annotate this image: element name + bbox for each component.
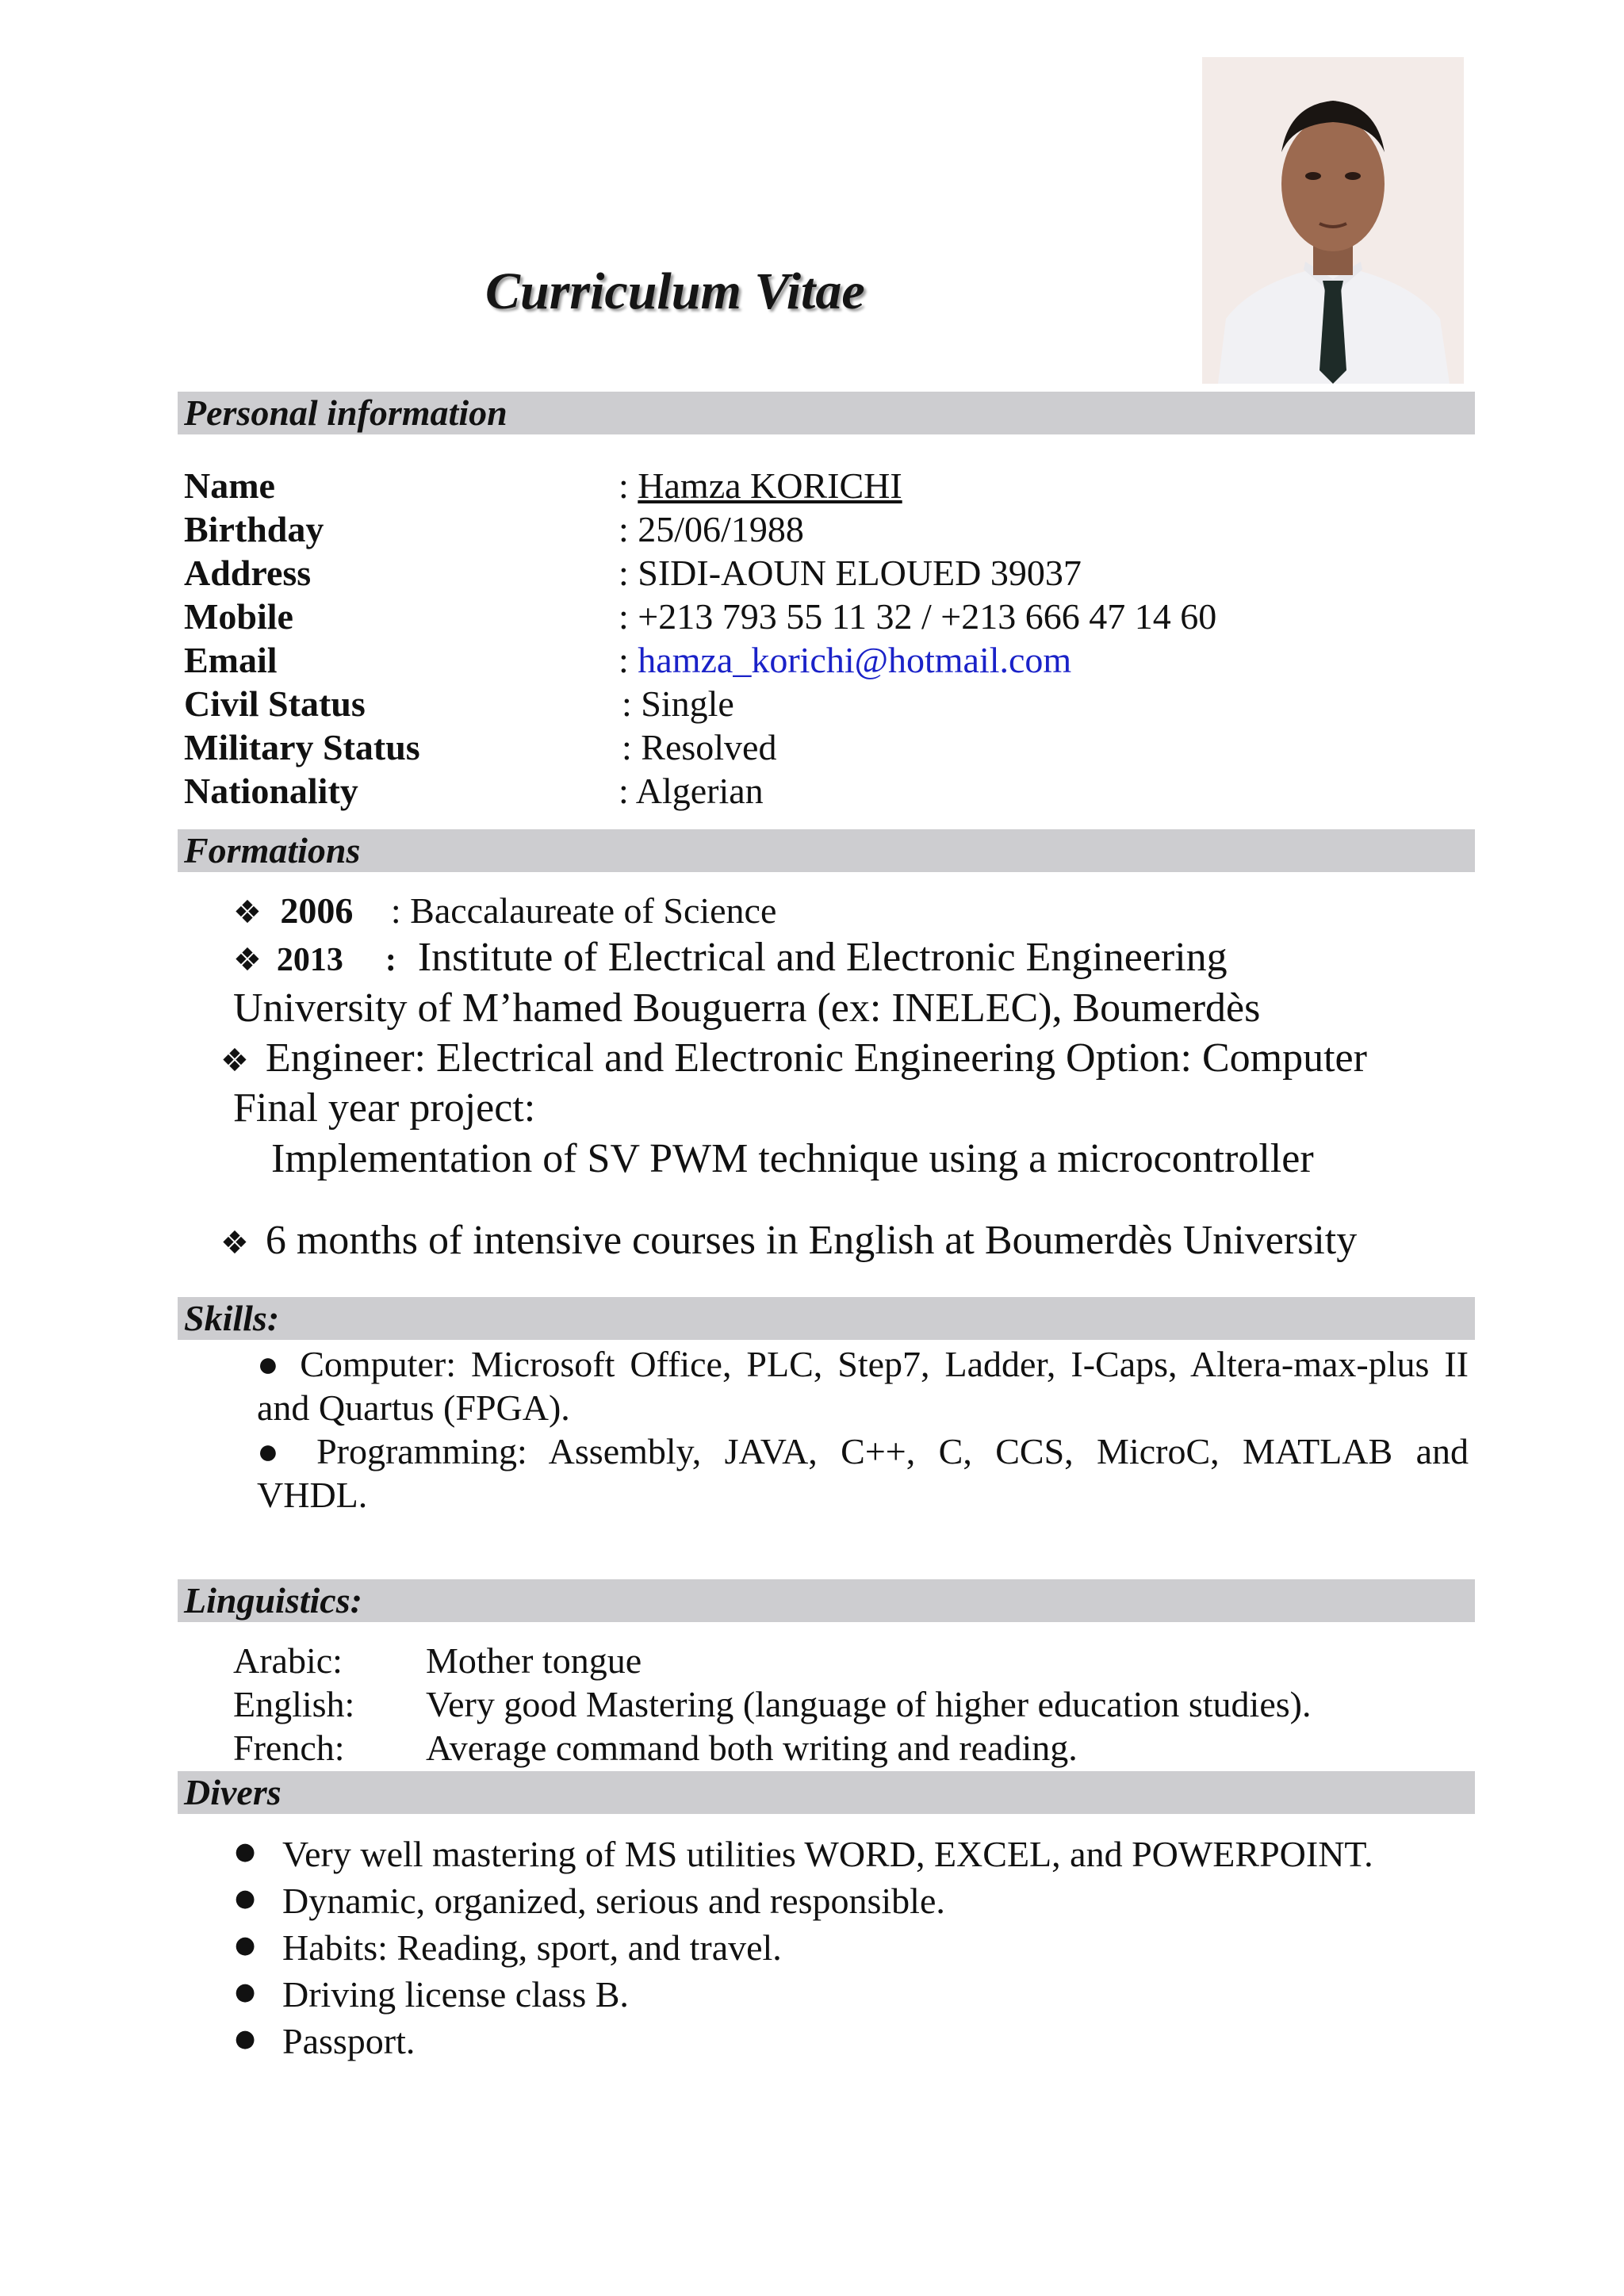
name-text: Hamza KORICHI	[638, 465, 902, 506]
value-name: : Hamza KORICHI	[619, 465, 902, 506]
value-birthday: : 25/06/1988	[619, 509, 804, 549]
diamond-bullet-icon: ❖	[220, 1225, 249, 1261]
formation-item-english-courses: ❖ 6 months of intensive courses in English at Boumerdès University	[220, 1218, 1358, 1263]
skill-computer-line2: and Quartus (FPGA).	[257, 1387, 570, 1428]
language-french-level: Average command both writing and reading.	[426, 1728, 1078, 1768]
skill-programming-line2: VHDL.	[257, 1475, 368, 1515]
value-military-status: : Resolved	[622, 727, 777, 767]
formation-item-2006: ❖ 2006 : Baccalaureate of Science	[233, 890, 777, 931]
divers-item-passport: ● Passport.	[235, 2021, 416, 2061]
divers-item-personality: ● Dynamic, organized, serious and responsible.	[235, 1881, 945, 1921]
section-header-skills: Skills:	[178, 1297, 1475, 1340]
skill-programming-line1: ● Programming: Assembly, JAVA, C++, C, CCS, MicroC, MATLAB and	[257, 1431, 1469, 1471]
diamond-bullet-icon: ❖	[220, 1043, 249, 1079]
value-email: : hamza_korichi@hotmail.com	[619, 640, 1072, 680]
value-address: : SIDI-AOUN ELOUED 39037	[619, 553, 1082, 593]
diamond-bullet-icon: ❖	[233, 942, 262, 978]
diamond-bullet-icon: ❖	[233, 894, 262, 931]
formation-project-title: Implementation of SV PWM technique using a microcontroller	[271, 1136, 1314, 1181]
formation-project-label: Final year project:	[233, 1085, 536, 1131]
bullet-icon: ●	[235, 1978, 256, 2006]
divers-item-ms-utilities: ● Very well mastering of MS utilities WORD, EXCEL, and POWERPOINT.	[235, 1834, 1373, 1874]
email-link[interactable]: hamza_korichi@hotmail.com	[638, 640, 1072, 680]
bullet-icon: ●	[235, 1838, 256, 1866]
label-civil-status: Civil Status	[184, 683, 366, 724]
document-title: Curriculum Vitae	[485, 262, 865, 320]
skill-computer-line1: ● Computer: Microsoft Office, PLC, Step7, Ladder, I-Caps, Altera-max-plus II	[257, 1344, 1469, 1384]
section-header-divers: Divers	[178, 1771, 1475, 1814]
divers-item-habits: ● Habits: Reading, sport, and travel.	[235, 1927, 782, 1968]
label-address: Address	[184, 553, 312, 593]
bullet-icon: ●	[235, 2025, 256, 2053]
profile-photo	[1202, 57, 1464, 384]
label-nationality: Nationality	[184, 771, 358, 811]
value-civil-status: : Single	[622, 683, 734, 724]
formation-university-line: University of M’hamed Bouguerra (ex: INELEC), Boumerdès	[233, 985, 1261, 1031]
language-arabic-level: Mother tongue	[426, 1640, 642, 1681]
label-email: Email	[184, 640, 278, 680]
bullet-icon: ●	[235, 1885, 256, 1912]
language-french: French:	[233, 1728, 345, 1768]
formation-item-engineer: ❖ Engineer: Electrical and Electronic Engineering Option: Computer	[220, 1035, 1367, 1081]
language-english: English:	[233, 1684, 355, 1724]
label-name: Name	[184, 465, 275, 506]
bullet-icon: ●	[235, 1931, 256, 1959]
language-arabic: Arabic:	[233, 1640, 343, 1681]
language-english-level: Very good Mastering (language of higher education studies).	[426, 1684, 1312, 1724]
section-header-formations: Formations	[178, 829, 1475, 872]
value-mobile: : +213 793 55 11 32 / +213 666 47 14 60	[619, 596, 1217, 637]
section-header-linguistics: Linguistics:	[178, 1579, 1475, 1622]
label-mobile: Mobile	[184, 596, 293, 637]
value-nationality: : Algerian	[619, 771, 764, 811]
label-military-status: Military Status	[184, 727, 420, 767]
section-header-personal-information: Personal information	[178, 392, 1475, 434]
divers-item-driving-license: ● Driving license class B.	[235, 1974, 629, 2015]
label-birthday: Birthday	[184, 509, 324, 549]
formation-item-2013: ❖ 2013 : Institute of Electrical and Electronic Engineering	[233, 935, 1228, 980]
